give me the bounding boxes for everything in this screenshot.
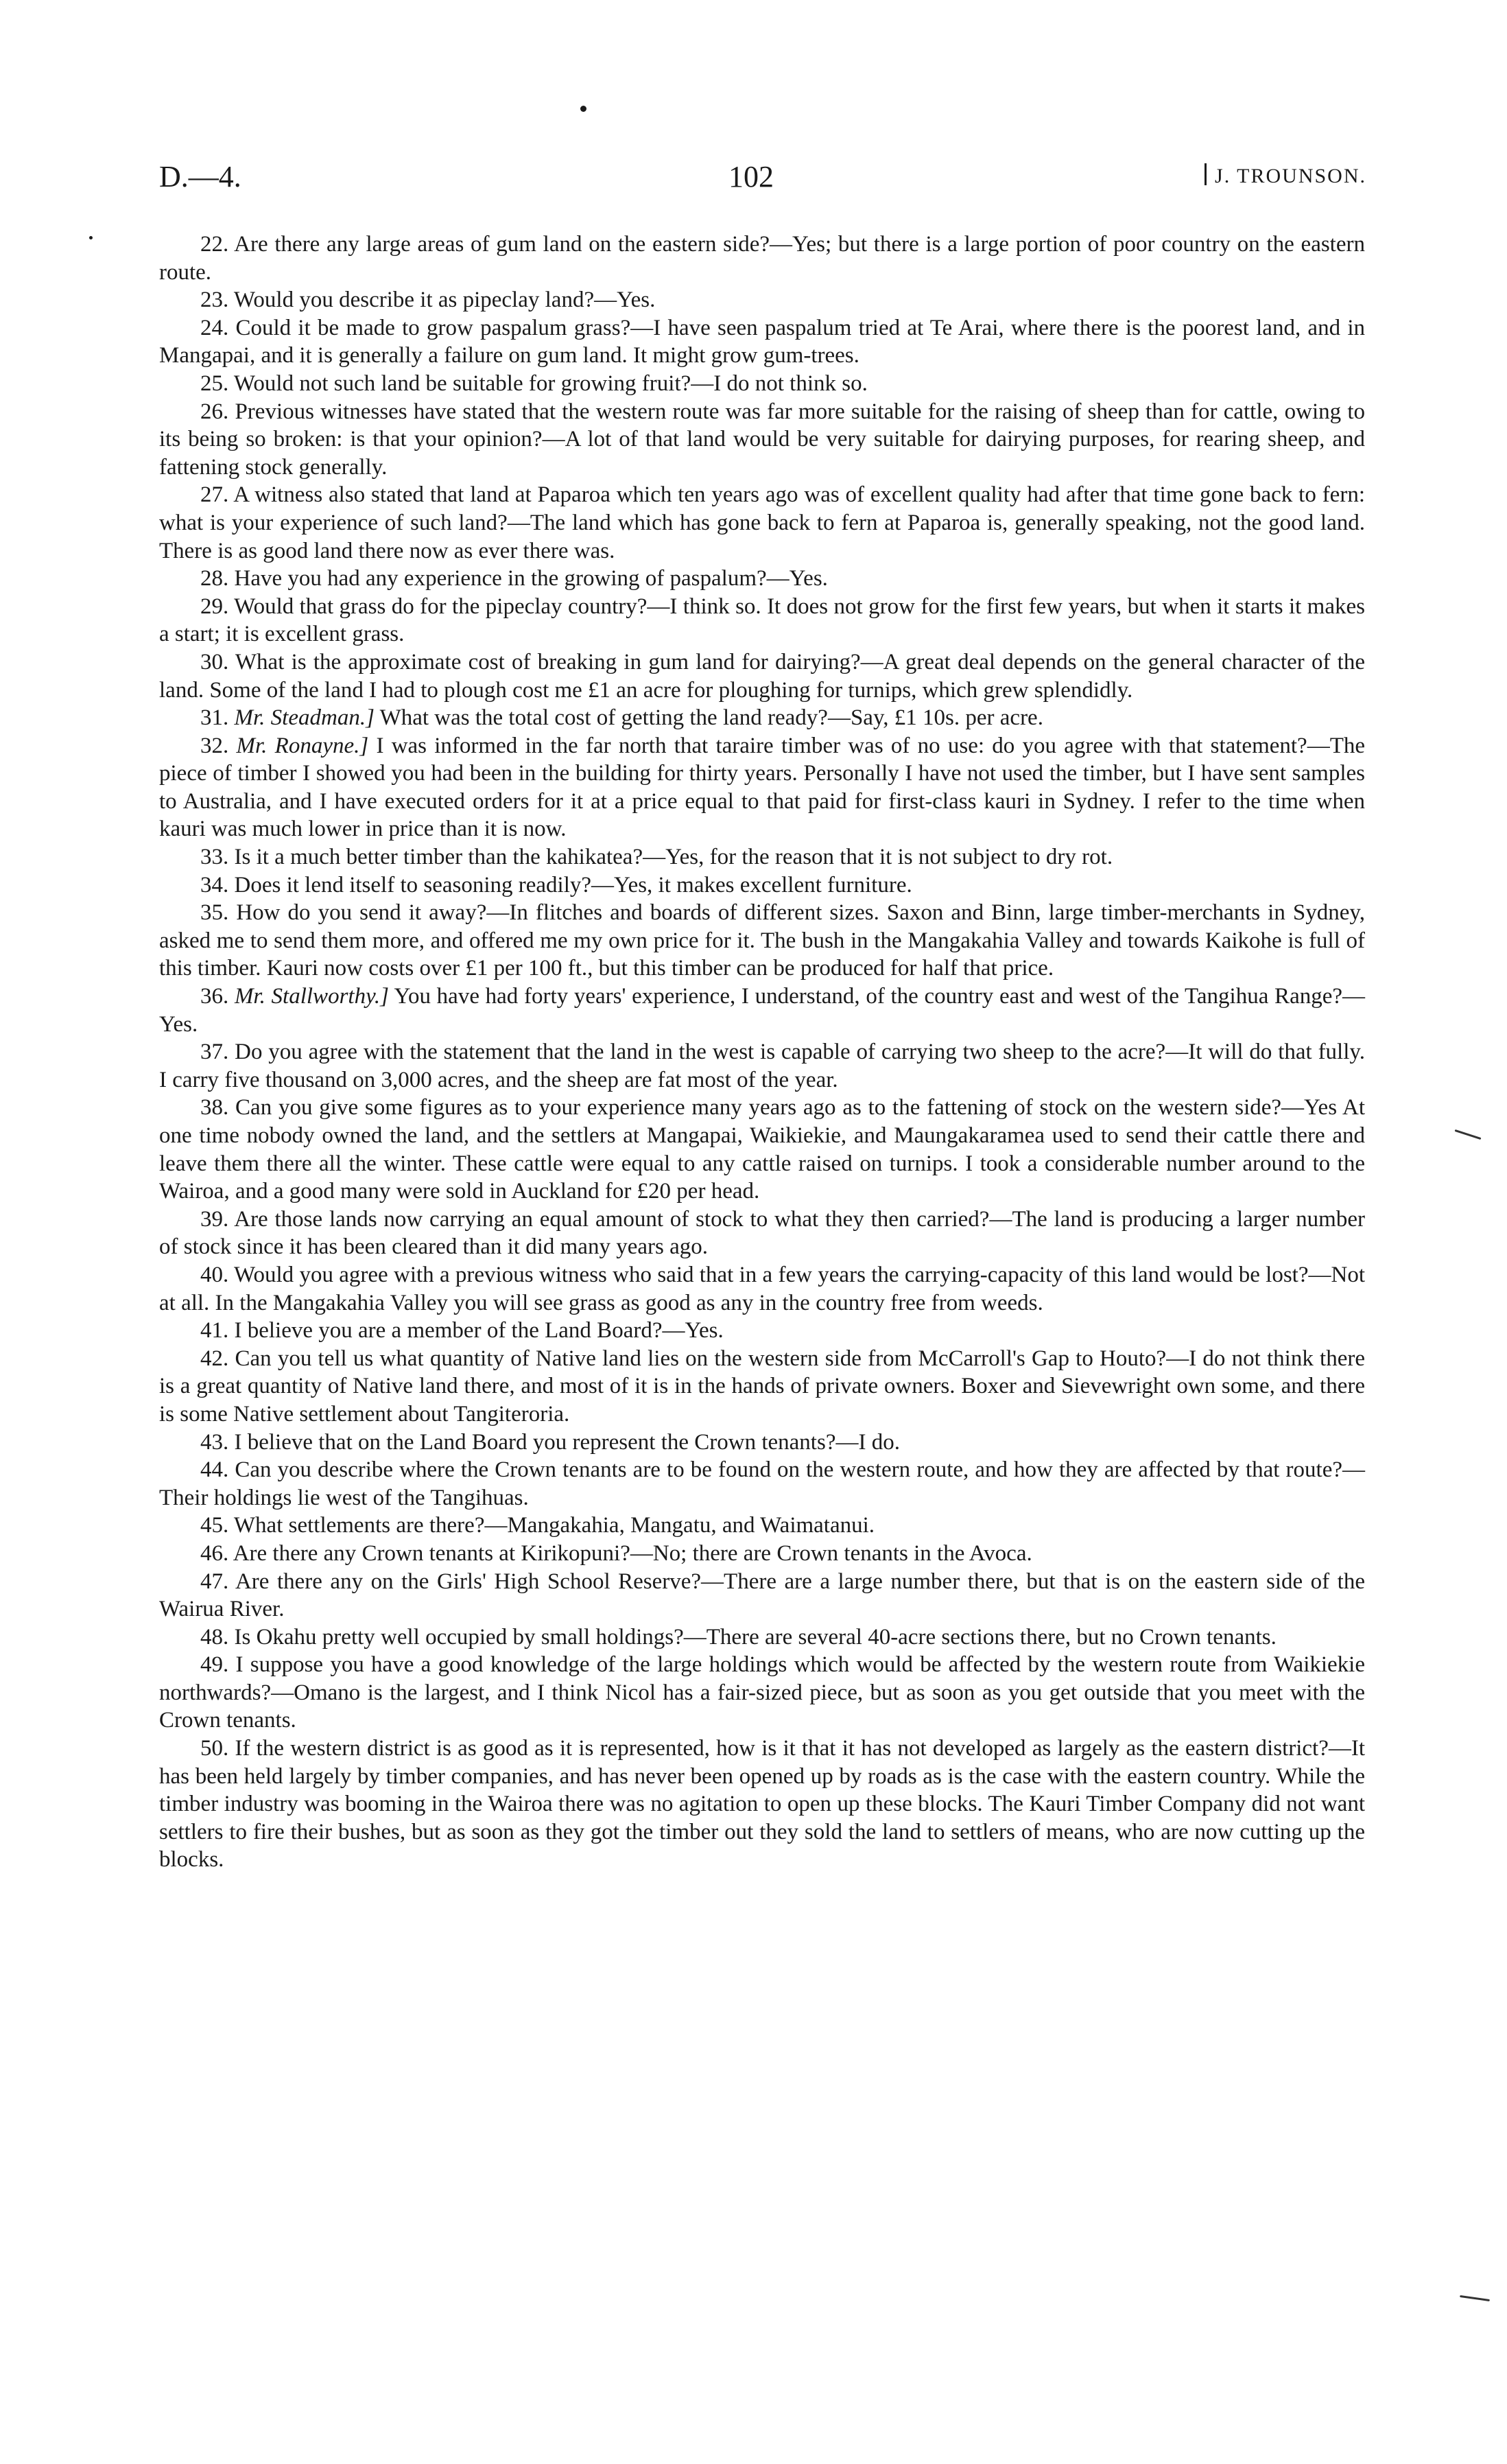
question-number: 42. [200, 1346, 229, 1371]
question-text: Are there any large areas of gum land on the eastern side?—Yes; but there is a large portion of poor country on the eastern route. [159, 232, 1365, 285]
question-number: 24. [200, 315, 229, 340]
question-number: 34. [200, 872, 229, 897]
question-answer [159, 1568, 1365, 1623]
question-text: Would you agree with a previous witness who said that in a few years the carrying-capacity of this land would be lost?—Not at all. In the Mangakahia Valley you will see grass as good as any in the country free from weeds. [159, 1262, 1366, 1315]
question-text: You have had forty years' experience, I understand, of the country east and west of the Tangihua Range?—Yes. [159, 984, 1366, 1037]
question-number: 35. [200, 900, 229, 926]
question-text: I believe that on the Land Board you represent the Crown tenants?—I do. [234, 1429, 900, 1455]
question-answer [159, 1038, 1365, 1094]
question-text: Can you tell us what quantity of Native land lies on the western side from McCarroll's Gap to Houto?—I do not think there is a great quantity of Native land there, and most of it is in the hands of private owners. Boxer and Sievewright own some, and there is some Native settlement about Tangiteroria. [159, 1346, 1366, 1427]
witness-name-text: J. TROUNSON. [1215, 165, 1366, 187]
question-text: A witness also stated that land at Paparoa which ten years ago was of excellent quality had after that time gone back to fern: what is your experience of such land?—The land which has gone back to fern at Paparoa is, generally speaking, not the good land. There is as good land there now as ever there was. [159, 482, 1365, 563]
question-number: 32. [200, 733, 229, 758]
question-answer [159, 1206, 1365, 1261]
question-text: Are those lands now carrying an equal amount of stock to what they then carried?—The land is producing a larger number of stock since it has been cleared than it did many years ago. [159, 1206, 1365, 1260]
page-header [159, 159, 1366, 200]
question-number: 26. [200, 399, 229, 424]
divider-bar [1205, 163, 1207, 185]
question-text: How do you send it away?—In flitches and boards of different sizes. Saxon and Binn, large timber-merchants in Sydney, asked me to send them more, and offered me my own price for it. The bush in the Mangakahia Valley and towards Kaikohe is full of this timber. Kauri now costs over £1 per 100 ft., but this timber can be produced for half that price. [159, 900, 1366, 981]
question-answer [159, 1512, 1365, 1540]
question-number: 30. [200, 649, 229, 674]
question-answer [159, 1345, 1365, 1429]
question-text: Can you give some figures as to your experience many years ago as to the fattening of stock on the western side?—Yes At one time nobody owned the land, and the settlers at Mangapai, Waikiekie, and Maungakaramea used to send their cattle there and leave them there all the winter. These cattle were equal to any cattle raised on turnips. I took a considerable number around to the Wairoa, and a good many were sold in Auckland for £20 per head. [159, 1095, 1366, 1204]
question-answer [159, 983, 1365, 1038]
speaker-name: Mr. Ronayne.] [236, 733, 369, 758]
question-answer [159, 1317, 1365, 1345]
question-answer [159, 370, 1365, 398]
question-answer [159, 871, 1365, 900]
question-number: 27. [200, 482, 229, 508]
question-answer [159, 1456, 1365, 1512]
question-number: 50. [200, 1736, 229, 1761]
question-answer [159, 1623, 1365, 1652]
question-answer [159, 648, 1365, 704]
question-number: 23. [200, 288, 229, 313]
question-number: 31. [200, 705, 229, 731]
question-text: What settlements are there?—Mangakahia, Mangatu, and Waimatanui. [233, 1513, 875, 1538]
question-number: 47. [200, 1569, 229, 1594]
question-text: Previous witnesses have stated that the western route was far more suitable for the raising of sheep than for cattle, owing to its being so broken: is that your opinion?—A lot of that land would be very suitable for dairying purposes, for rearing sheep, and fattening stock generally. [159, 399, 1365, 480]
question-number: 40. [200, 1262, 229, 1287]
question-number: 38. [200, 1095, 229, 1120]
question-number: 25. [200, 371, 229, 396]
question-answer [159, 704, 1365, 732]
question-answer [159, 481, 1365, 565]
question-text: Is Okahu pretty well occupied by small holdings?—There are several 40-acre sections there, but no Crown tenants. [234, 1624, 1277, 1650]
question-text: Is it a much better timber than the kahikatea?—Yes, for the reason that it is not subject to dry rot. [234, 845, 1113, 870]
question-text: I believe you are a member of the Land Board?—Yes. [234, 1318, 724, 1344]
question-number: 44. [200, 1457, 229, 1483]
question-text: Have you had any experience in the growing of paspalum?—Yes. [234, 566, 828, 591]
speaker-name: Mr. Steadman.] [234, 705, 375, 731]
question-answer [159, 565, 1365, 593]
question-answer [159, 1651, 1365, 1735]
question-text: What was the total cost of getting the land ready?—Say, £1 10s. per acre. [379, 705, 1043, 731]
question-text: Would you describe it as pipeclay land?—Yes. [233, 288, 656, 313]
question-answer [159, 1094, 1365, 1205]
question-number: 45. [200, 1513, 229, 1538]
question-number: 49. [200, 1652, 229, 1678]
question-text: Does it lend itself to seasoning readily?—Yes, it makes excellent furniture. [234, 872, 912, 897]
question-number: 36. [200, 984, 229, 1009]
question-text: What is the approximate cost of breaking in gum land for dairying?—A great deal depends on the general character of the land. Some of the land I had to plough cost me £1 an acre for ploughing for turnips, which grew splendidly. [159, 649, 1365, 703]
question-answer [159, 843, 1365, 871]
question-number: 33. [200, 845, 229, 870]
question-number: 46. [200, 1540, 229, 1566]
question-text: If the western district is as good as it is represented, how is it that it has not developed as largely as the eastern district?—It has been held largely by timber companies, and has never been opened up by roads as is the case with the eastern country. While the timber industry was booming in the Wairoa there was no agitation to open up these blocks. The Kauri Timber Company did not want settlers to fire their bushes, but as soon as they got the timber out they sold the land to settlers of means, who are now cutting up the blocks. [159, 1736, 1366, 1873]
question-answer [159, 899, 1365, 983]
question-answer [159, 1261, 1365, 1317]
witness-name [1205, 163, 1366, 188]
question-number: 39. [200, 1206, 229, 1232]
question-answer [159, 732, 1365, 843]
margin-mark [1455, 1129, 1482, 1140]
question-answer [159, 314, 1365, 370]
margin-mark [1460, 2295, 1490, 2301]
question-answer [159, 1735, 1365, 1874]
question-text: Are there any Crown tenants at Kirikopuni?—No; there are Crown tenants in the Avoca. [233, 1540, 1032, 1566]
page-number: 102 [728, 160, 774, 193]
speck-mark [89, 236, 93, 239]
question-answer [159, 286, 1365, 314]
question-text: Do you agree with the statement that the land in the west is capable of carrying two sheep to the acre?—It will do that fully. I carry five thousand on 3,000 acres, and the sheep are fat most of the year. [159, 1040, 1366, 1092]
question-answer [159, 1540, 1365, 1568]
question-text: Would that grass do for the pipeclay country?—I think so. It does not grow for the first few years, but when it starts it makes a start; it is excellent grass. [159, 594, 1365, 647]
question-number: 43. [200, 1429, 229, 1455]
question-number: 41. [200, 1318, 229, 1344]
question-answer [159, 1429, 1365, 1457]
question-number: 37. [200, 1040, 229, 1065]
question-number: 28. [200, 566, 229, 591]
question-number: 22. [200, 232, 229, 257]
speck-mark [580, 106, 586, 112]
question-answer [159, 231, 1365, 286]
question-text: I suppose you have a good knowledge of the large holdings which would be affected by the western route from Waikiekie northwards?—Omano is the largest, and I think Nicol has a fair-sized piece, but as soon as you get outside that you meet with the Crown tenants. [159, 1652, 1366, 1733]
question-answer [159, 593, 1365, 648]
question-text: I was informed in the far north that taraire timber was of no use: do you agree with that statement?—The piece of timber I showed you had been in the building for thirty years. Personally I have not used the timber, but I have sent samples to Australia, and I have executed orders for it at a price equal to that paid for first-class kauri in Sydney. I refer to the time when kauri was much lower in price than it is now. [159, 733, 1366, 842]
testimony-body [159, 231, 1365, 1874]
report-code: D.—4. [159, 160, 241, 193]
question-number: 48. [200, 1624, 229, 1650]
question-text: Could it be made to grow paspalum grass?—I have seen paspalum tried at Te Arai, where there is the poorest land, and in Mangapai, and it is generally a failure on gum land. It might grow gum-trees. [159, 315, 1365, 368]
question-answer [159, 398, 1365, 482]
question-number: 29. [200, 594, 229, 619]
question-text: Are there any on the Girls' High School Reserve?—There are a large number there, but that is on the eastern side of the Wairua River. [159, 1569, 1365, 1622]
question-text: Can you describe where the Crown tenants are to be found on the western route, and how they are affected by that route?—Their holdings lie west of the Tangihuas. [159, 1457, 1365, 1510]
question-text: Would not such land be suitable for growing fruit?—I do not think so. [233, 371, 868, 396]
speaker-name: Mr. Stallworthy.] [234, 984, 389, 1009]
